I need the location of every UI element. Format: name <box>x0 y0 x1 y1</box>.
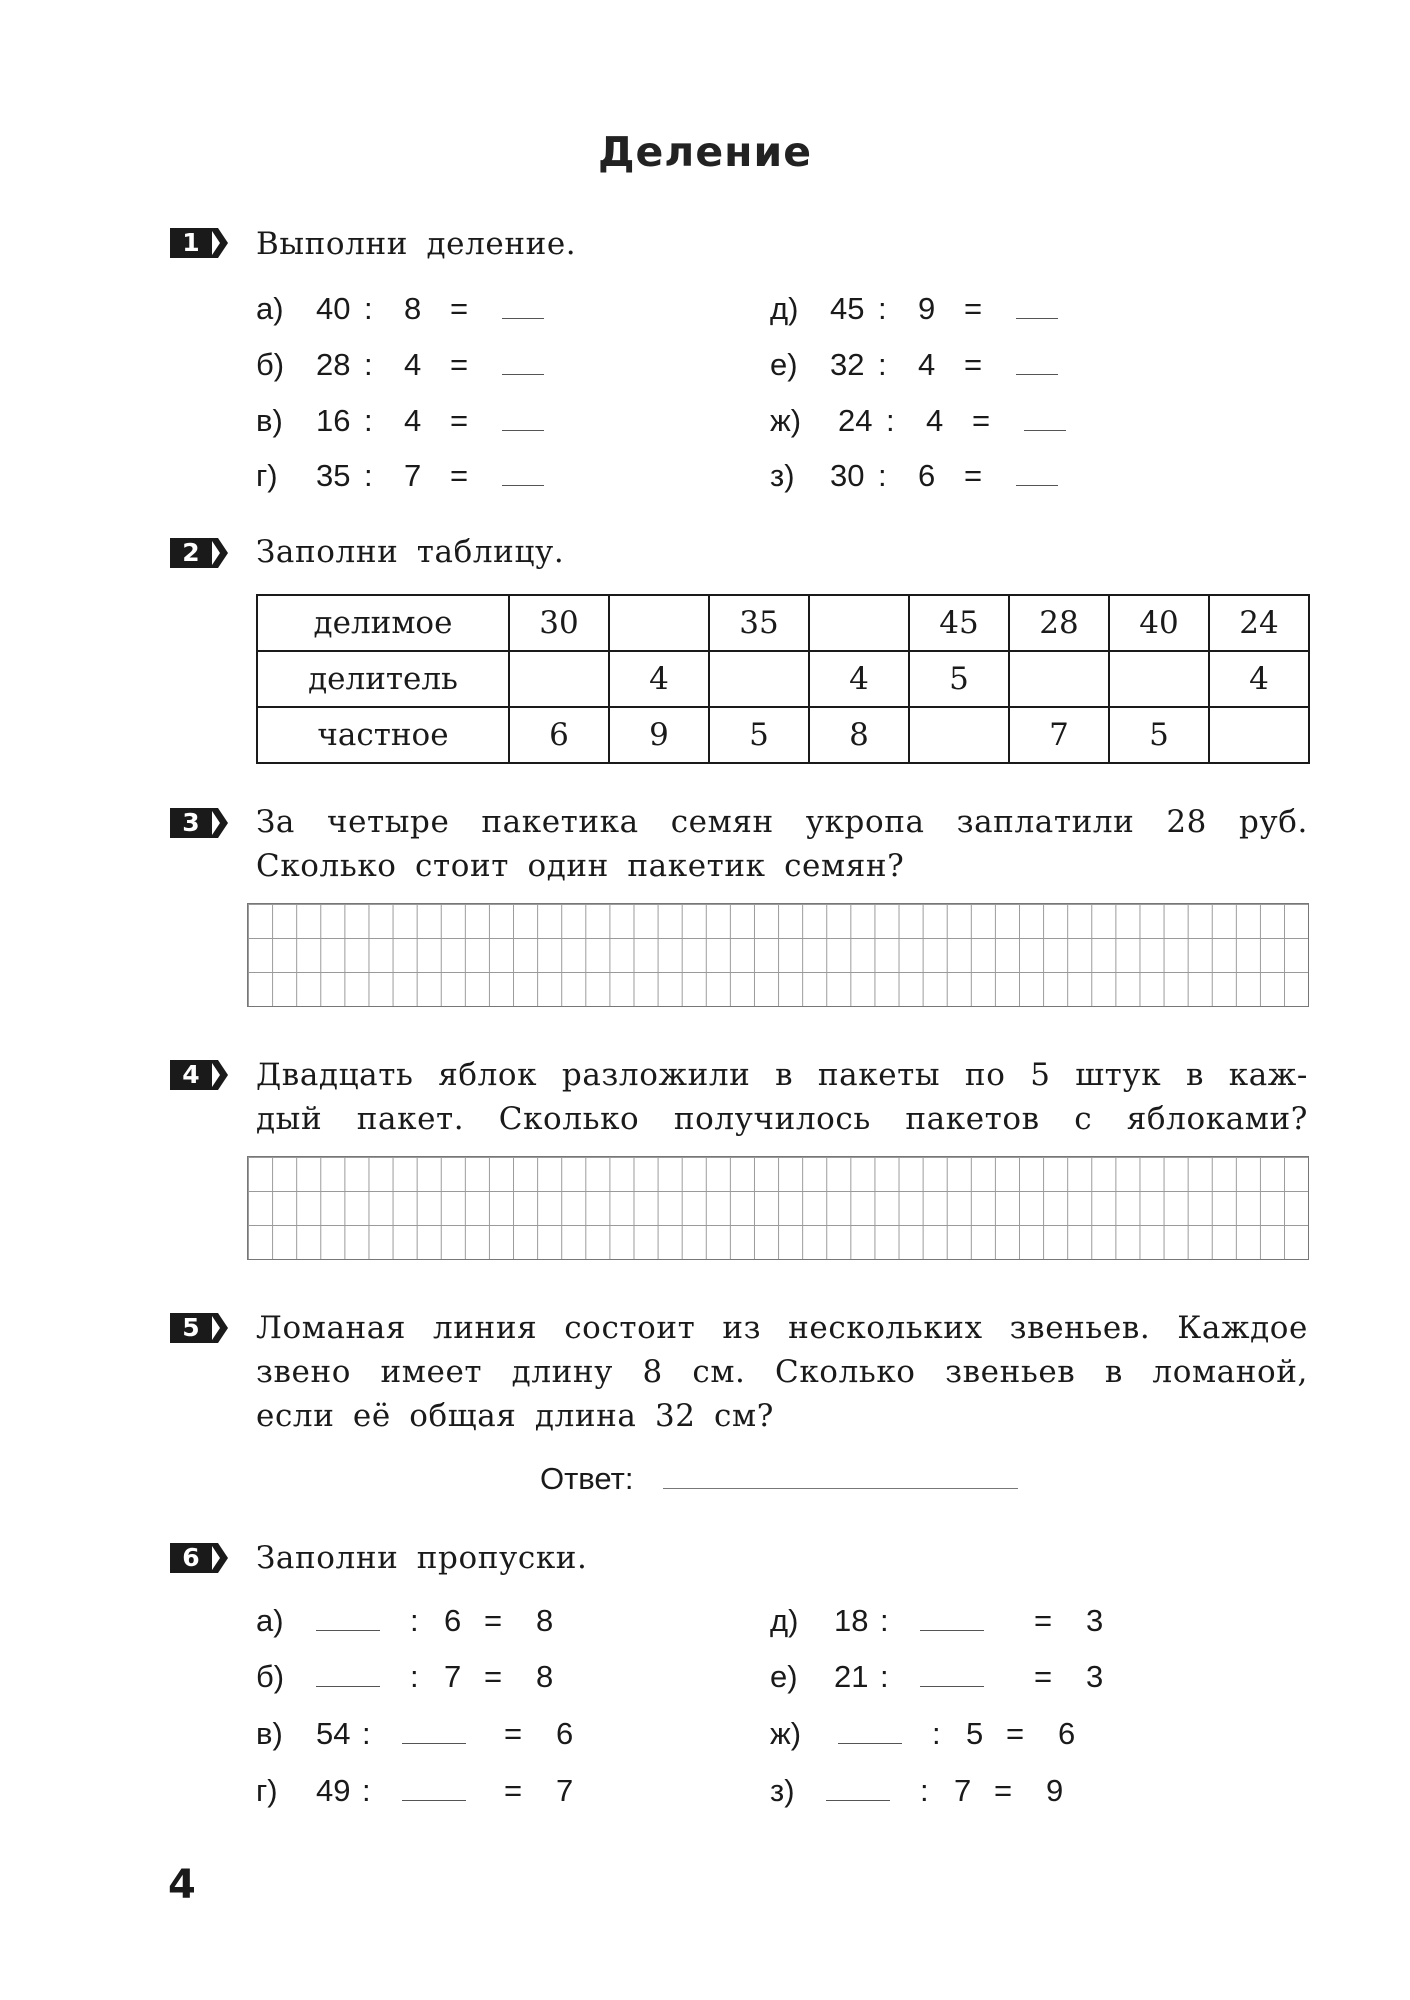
exercise-6-text: Заполни пропуски. <box>256 1540 588 1576</box>
ex1-equation-right-1: е) 32 : 4 = <box>770 344 1058 384</box>
page-title: Деление <box>597 128 813 176</box>
chevron-right-icon <box>210 1060 228 1090</box>
table-cell: 5 <box>709 707 809 763</box>
exercise-4-answer-grid[interactable] <box>247 1156 1309 1260</box>
blank-field[interactable] <box>1016 288 1058 319</box>
exercise-6-badge: 6 <box>170 1543 228 1573</box>
table-cell[interactable] <box>1109 651 1209 707</box>
blank-field[interactable] <box>502 288 544 319</box>
table-cell: 45 <box>909 595 1009 651</box>
table-cell: 5 <box>1109 707 1209 763</box>
table-cell[interactable] <box>1209 707 1309 763</box>
ex1-equation-right-2: ж) 24 : 4 = <box>770 400 1066 440</box>
exercise-5-line-3: если её общая длина 32 см? <box>256 1398 774 1434</box>
ex1-equation-right-0: д) 45 : 9 = <box>770 288 1058 328</box>
table-row <box>257 707 1309 763</box>
exercise-5-answer <box>540 1458 1018 1497</box>
ex6-equation-b: б) : 7 = 8 <box>256 1656 553 1696</box>
table-cell: 4 <box>1209 651 1309 707</box>
exercise-4-line-2: дый пакет. Сколько получилось пакетов с яблоками? <box>256 1101 1308 1137</box>
row-header: частное <box>257 707 509 763</box>
blank-field[interactable] <box>502 455 544 486</box>
exercise-4-line-1: Двадцать яблок разложили в пакеты по 5 штук в каж- <box>256 1057 1308 1093</box>
table-cell: 5 <box>909 651 1009 707</box>
blank-field[interactable] <box>316 1656 380 1687</box>
blank-field[interactable] <box>402 1713 466 1744</box>
ex6-equation-e: д) 18 : = 3 <box>770 1600 1103 1640</box>
ex6-equation-d: г) 49 : = 7 <box>256 1770 573 1810</box>
table-cell: 7 <box>1009 707 1109 763</box>
ex6-equation-c: в) 54 : = 6 <box>256 1713 573 1753</box>
blank-field[interactable] <box>920 1600 984 1631</box>
table-cell[interactable] <box>909 707 1009 763</box>
ex1-equation-left-2: в) 16 : 4 = <box>256 400 544 440</box>
table-cell[interactable] <box>1009 651 1109 707</box>
ex1-equation-left-0: а) 40 : 8 = <box>256 288 544 328</box>
table-cell[interactable] <box>709 651 809 707</box>
blank-field[interactable] <box>1024 400 1066 431</box>
blank-field[interactable] <box>316 1600 380 1631</box>
table-cell: 28 <box>1009 595 1109 651</box>
page-number: 4 <box>168 1862 196 1908</box>
row-header: делимое <box>257 595 509 651</box>
table-row <box>257 651 1309 707</box>
ex1-equation-left-3: г) 35 : 7 = <box>256 455 544 495</box>
ex6-equation-f: е) 21 : = 3 <box>770 1656 1103 1696</box>
table-cell: 30 <box>509 595 609 651</box>
blank-field[interactable] <box>920 1656 984 1687</box>
ex6-equation-g: ж) : 5 = 6 <box>770 1713 1075 1753</box>
ex1-equation-left-1: б) 28 : 4 = <box>256 344 544 384</box>
exercise-5-line-2: звено имеет длину 8 см. Сколько звеньев в ломаной, <box>256 1354 1308 1390</box>
blank-field[interactable] <box>502 344 544 375</box>
table-cell[interactable] <box>809 595 909 651</box>
blank-field[interactable] <box>1016 455 1058 486</box>
blank-field[interactable] <box>826 1770 890 1801</box>
table-cell: 6 <box>509 707 609 763</box>
blank-field[interactable] <box>1016 344 1058 375</box>
table-cell: 4 <box>609 651 709 707</box>
exercise-3-line-2: Сколько стоит один пакетик семян? <box>256 848 905 884</box>
chevron-right-icon <box>210 538 228 568</box>
table-cell[interactable] <box>609 595 709 651</box>
division-table <box>256 594 1310 764</box>
exercise-2-badge: 2 <box>170 538 228 568</box>
answer-label: Ответ: <box>540 1461 634 1496</box>
blank-field[interactable] <box>838 1713 902 1744</box>
exercise-1-badge: 1 <box>170 228 228 258</box>
table-cell[interactable] <box>509 651 609 707</box>
ex6-equation-h: з) : 7 = 9 <box>770 1770 1063 1810</box>
exercise-5-badge: 5 <box>170 1313 228 1343</box>
chevron-right-icon <box>210 1543 228 1573</box>
table-cell: 24 <box>1209 595 1309 651</box>
exercise-4-badge: 4 <box>170 1060 228 1090</box>
table-cell: 35 <box>709 595 809 651</box>
blank-field[interactable] <box>502 400 544 431</box>
chevron-right-icon <box>210 808 228 838</box>
exercise-1-text: Выполни деление. <box>256 226 577 262</box>
chevron-right-icon <box>210 228 228 258</box>
table-cell: 40 <box>1109 595 1209 651</box>
ex6-equation-a: а) : 6 = 8 <box>256 1600 553 1640</box>
row-header: делитель <box>257 651 509 707</box>
blank-field[interactable] <box>402 1770 466 1801</box>
exercise-5-line-1: Ломаная линия состоит из нескольких звеньев. Каждое <box>256 1310 1308 1346</box>
exercise-3-badge: 3 <box>170 808 228 838</box>
exercise-2-text: Заполни таблицу. <box>256 534 565 570</box>
chevron-right-icon <box>210 1313 228 1343</box>
ex1-equation-right-3: з) 30 : 6 = <box>770 455 1058 495</box>
table-cell: 4 <box>809 651 909 707</box>
table-cell: 8 <box>809 707 909 763</box>
table-row <box>257 595 1309 651</box>
exercise-3-line-1: За четыре пакетика семян укропа заплатили 28 руб. <box>256 804 1308 840</box>
table-cell: 9 <box>609 707 709 763</box>
answer-input-line[interactable] <box>663 1458 1018 1489</box>
exercise-3-answer-grid[interactable] <box>247 903 1309 1007</box>
